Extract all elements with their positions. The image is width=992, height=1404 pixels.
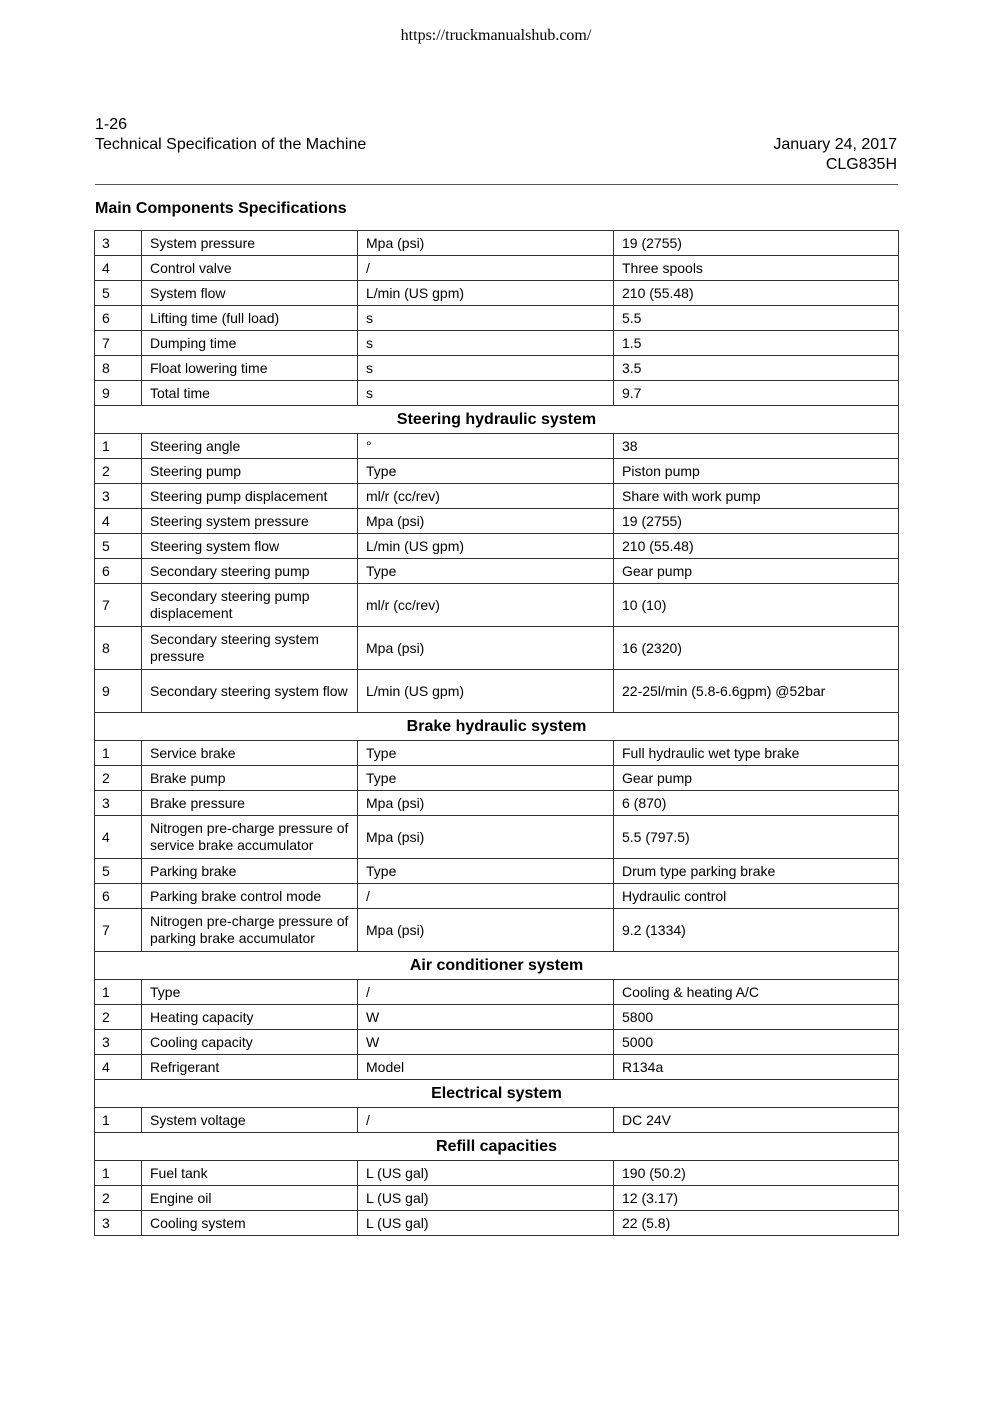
unit-cell: Mpa (psi) [358, 231, 614, 256]
item-name-cell: Nitrogen pre-charge pressure of parking brake accumulator [142, 909, 358, 952]
value-cell: 38 [614, 434, 899, 459]
value-cell: 6 (870) [614, 791, 899, 816]
unit-cell: / [358, 256, 614, 281]
value-cell: 5800 [614, 1005, 899, 1030]
header-right [773, 135, 897, 175]
unit-cell: Mpa (psi) [358, 509, 614, 534]
value-cell: 19 (2755) [614, 509, 899, 534]
item-name-cell: Refrigerant [142, 1055, 358, 1080]
table-row [95, 256, 899, 281]
item-name-cell: Fuel tank [142, 1161, 358, 1186]
table-row [95, 356, 899, 381]
table-row [95, 434, 899, 459]
row-number-cell: 2 [95, 1186, 142, 1211]
item-name-cell: Cooling capacity [142, 1030, 358, 1055]
item-name-cell: Parking brake control mode [142, 884, 358, 909]
row-number-cell: 1 [95, 1108, 142, 1133]
value-cell: 5.5 (797.5) [614, 816, 899, 859]
table-row [95, 331, 899, 356]
item-name-cell: Secondary steering system flow [142, 670, 358, 713]
table-row [95, 1030, 899, 1055]
unit-cell: L/min (US gpm) [358, 670, 614, 713]
unit-cell: s [358, 381, 614, 406]
item-name-cell: Secondary steering pump displacement [142, 584, 358, 627]
unit-cell: s [358, 356, 614, 381]
table-row [95, 884, 899, 909]
unit-cell: L (US gal) [358, 1161, 614, 1186]
unit-cell: s [358, 306, 614, 331]
table-row [95, 741, 899, 766]
table-row [95, 909, 899, 952]
row-number-cell: 3 [95, 791, 142, 816]
row-number-cell: 3 [95, 484, 142, 509]
specifications-table-body [95, 231, 899, 1236]
item-name-cell: Total time [142, 381, 358, 406]
value-cell: 22-25l/min (5.8-6.6gpm) @52bar [614, 670, 899, 713]
item-name-cell: Parking brake [142, 859, 358, 884]
table-row [95, 1108, 899, 1133]
table-row [95, 816, 899, 859]
item-name-cell: Steering system pressure [142, 509, 358, 534]
value-cell: 9.2 (1334) [614, 909, 899, 952]
row-number-cell: 9 [95, 381, 142, 406]
value-cell: 9.7 [614, 381, 899, 406]
unit-cell: / [358, 884, 614, 909]
item-name-cell: Lifting time (full load) [142, 306, 358, 331]
item-name-cell: Steering angle [142, 434, 358, 459]
machine-model: CLG835H [825, 156, 897, 173]
item-name-cell: Brake pump [142, 766, 358, 791]
unit-cell: / [358, 1108, 614, 1133]
item-name-cell: Nitrogen pre-charge pressure of service brake accumulator [142, 816, 358, 859]
table-row [95, 1055, 899, 1080]
group-header-row [95, 1133, 899, 1161]
row-number-cell: 6 [95, 559, 142, 584]
unit-cell: Type [358, 559, 614, 584]
row-number-cell: 2 [95, 459, 142, 484]
row-number-cell: 6 [95, 306, 142, 331]
table-row [95, 1161, 899, 1186]
row-number-cell: 7 [95, 909, 142, 952]
unit-cell: Mpa (psi) [358, 909, 614, 952]
group-title: Air conditioner system [95, 952, 899, 980]
unit-cell: W [358, 1030, 614, 1055]
row-number-cell: 5 [95, 534, 142, 559]
unit-cell: ml/r (cc/rev) [358, 484, 614, 509]
item-name-cell: Service brake [142, 741, 358, 766]
table-row [95, 859, 899, 884]
table-row [95, 381, 899, 406]
row-number-cell: 1 [95, 741, 142, 766]
group-title: Refill capacities [95, 1133, 899, 1161]
group-title: Brake hydraulic system [95, 713, 899, 741]
value-cell: 22 (5.8) [614, 1211, 899, 1236]
document-title: Technical Specification of the Machine [95, 136, 367, 153]
item-name-cell: Heating capacity [142, 1005, 358, 1030]
group-header-row [95, 713, 899, 741]
row-number-cell: 1 [95, 1161, 142, 1186]
value-cell: Share with work pump [614, 484, 899, 509]
item-name-cell: Secondary steering pump [142, 559, 358, 584]
value-cell: 5000 [614, 1030, 899, 1055]
table-row [95, 509, 899, 534]
row-number-cell: 1 [95, 434, 142, 459]
item-name-cell: Engine oil [142, 1186, 358, 1211]
item-name-cell: Brake pressure [142, 791, 358, 816]
value-cell: 5.5 [614, 306, 899, 331]
unit-cell: / [358, 980, 614, 1005]
header-divider [95, 184, 898, 185]
unit-cell: Type [358, 859, 614, 884]
item-name-cell: Secondary steering system pressure [142, 627, 358, 670]
unit-cell: s [358, 331, 614, 356]
table-row [95, 1211, 899, 1236]
value-cell: Full hydraulic wet type brake [614, 741, 899, 766]
value-cell: 16 (2320) [614, 627, 899, 670]
value-cell: 1.5 [614, 331, 899, 356]
value-cell: 3.5 [614, 356, 899, 381]
item-name-cell: Steering pump [142, 459, 358, 484]
unit-cell: Model [358, 1055, 614, 1080]
row-number-cell: 2 [95, 1005, 142, 1030]
table-row [95, 281, 899, 306]
table-row [95, 670, 899, 713]
value-cell: Piston pump [614, 459, 899, 484]
header-left [95, 115, 366, 155]
unit-cell: L (US gal) [358, 1186, 614, 1211]
row-number-cell: 4 [95, 509, 142, 534]
unit-cell: Type [358, 459, 614, 484]
item-name-cell: Dumping time [142, 331, 358, 356]
item-name-cell: Float lowering time [142, 356, 358, 381]
row-number-cell: 3 [95, 1030, 142, 1055]
value-cell: Gear pump [614, 559, 899, 584]
value-cell: DC 24V [614, 1108, 899, 1133]
unit-cell: ml/r (cc/rev) [358, 584, 614, 627]
group-header-row [95, 406, 899, 434]
value-cell: R134a [614, 1055, 899, 1080]
item-name-cell: System pressure [142, 231, 358, 256]
source-url[interactable]: https://truckmanualshub.com/ [400, 27, 592, 44]
item-name-cell: Control valve [142, 256, 358, 281]
row-number-cell: 4 [95, 816, 142, 859]
value-cell: Gear pump [614, 766, 899, 791]
unit-cell: L (US gal) [358, 1211, 614, 1236]
row-number-cell: 2 [95, 766, 142, 791]
value-cell: Cooling & heating A/C [614, 980, 899, 1005]
unit-cell: W [358, 1005, 614, 1030]
table-row [95, 627, 899, 670]
row-number-cell: 1 [95, 980, 142, 1005]
item-name-cell: Cooling system [142, 1211, 358, 1236]
row-number-cell: 8 [95, 356, 142, 381]
table-row [95, 1005, 899, 1030]
section-title: Main Components Specifications [95, 200, 347, 217]
value-cell: 19 (2755) [614, 231, 899, 256]
value-cell: 12 (3.17) [614, 1186, 899, 1211]
table-row [95, 459, 899, 484]
value-cell: 210 (55.48) [614, 281, 899, 306]
table-row [95, 559, 899, 584]
table-row [95, 584, 899, 627]
table-row [95, 980, 899, 1005]
value-cell: Hydraulic control [614, 884, 899, 909]
row-number-cell: 5 [95, 281, 142, 306]
row-number-cell: 4 [95, 1055, 142, 1080]
unit-cell: ° [358, 434, 614, 459]
table-row [95, 766, 899, 791]
unit-cell: L/min (US gpm) [358, 281, 614, 306]
item-name-cell: Steering pump displacement [142, 484, 358, 509]
unit-cell: Mpa (psi) [358, 816, 614, 859]
table-row [95, 231, 899, 256]
row-number-cell: 5 [95, 859, 142, 884]
row-number-cell: 7 [95, 331, 142, 356]
group-title: Steering hydraulic system [95, 406, 899, 434]
table-row [95, 791, 899, 816]
unit-cell: L/min (US gpm) [358, 534, 614, 559]
item-name-cell: Steering system flow [142, 534, 358, 559]
group-header-row [95, 1080, 899, 1108]
unit-cell: Mpa (psi) [358, 791, 614, 816]
table-row [95, 306, 899, 331]
item-name-cell: Type [142, 980, 358, 1005]
group-header-row [95, 952, 899, 980]
row-number-cell: 9 [95, 670, 142, 713]
specifications-table [94, 230, 899, 1236]
group-title: Electrical system [95, 1080, 899, 1108]
row-number-cell: 3 [95, 1211, 142, 1236]
page-number: 1-26 [95, 116, 128, 133]
unit-cell: Type [358, 766, 614, 791]
table-row [95, 484, 899, 509]
value-cell: 210 (55.48) [614, 534, 899, 559]
unit-cell: Mpa (psi) [358, 627, 614, 670]
row-number-cell: 8 [95, 627, 142, 670]
item-name-cell: System voltage [142, 1108, 358, 1133]
table-row [95, 1186, 899, 1211]
table-row [95, 534, 899, 559]
row-number-cell: 4 [95, 256, 142, 281]
value-cell: Three spools [614, 256, 899, 281]
item-name-cell: System flow [142, 281, 358, 306]
row-number-cell: 6 [95, 884, 142, 909]
unit-cell: Type [358, 741, 614, 766]
value-cell: 10 (10) [614, 584, 899, 627]
value-cell: Drum type parking brake [614, 859, 899, 884]
value-cell: 190 (50.2) [614, 1161, 899, 1186]
row-number-cell: 3 [95, 231, 142, 256]
document-date: January 24, 2017 [773, 136, 897, 153]
row-number-cell: 7 [95, 584, 142, 627]
